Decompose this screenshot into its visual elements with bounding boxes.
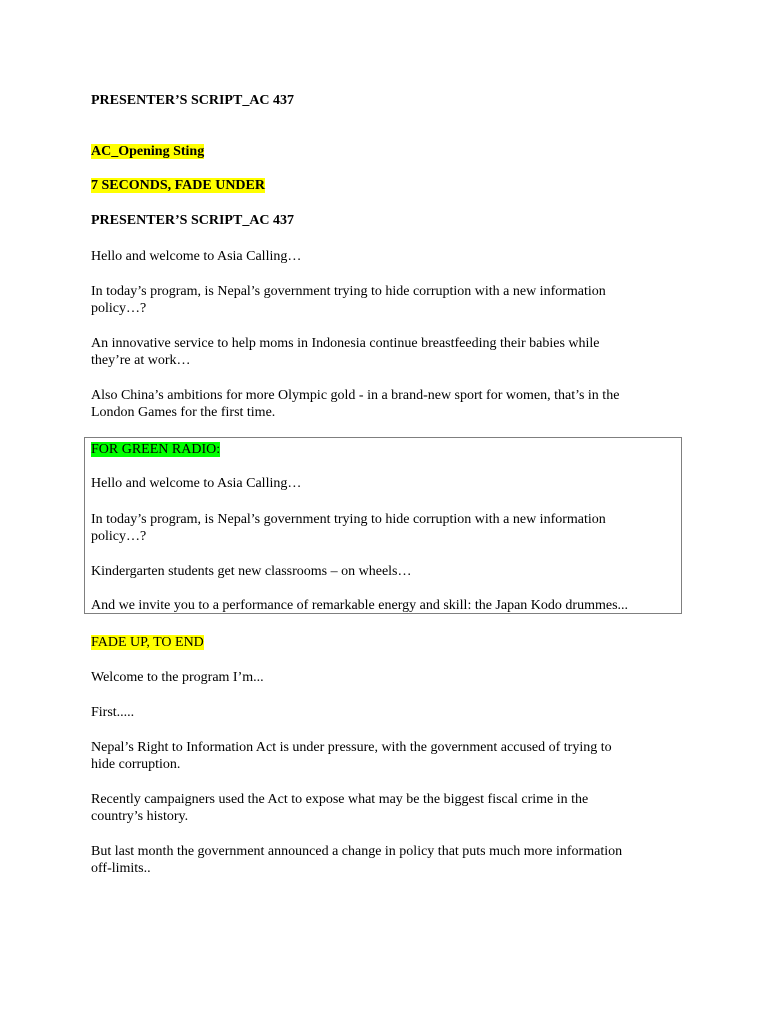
welcome-line: Welcome to the program I’m...: [91, 670, 264, 685]
opening-sting-cue: [91, 143, 204, 160]
intro-hello: Hello and welcome to Asia Calling…: [91, 249, 302, 264]
script-title: PRESENTER’S SCRIPT_AC 437: [91, 93, 295, 108]
policy-line2: off-limits..: [91, 861, 151, 876]
green-radio-heading: [91, 441, 220, 458]
green-radio-highlight: FOR GREEN RADIO:: [91, 442, 221, 457]
green-nepal-line1: In today’s program, is Nepal’s government trying to hide corruption with a new information: [91, 512, 606, 527]
intro-moms-line2: they’re at work…: [91, 353, 191, 368]
campaign-line1: Recently campaigners used the Act to expose what may be the biggest fiscal crime in the: [91, 792, 589, 807]
green-kindergarten: Kindergarten students get new classrooms – on wheels…: [91, 564, 412, 579]
fade-up-cue: [91, 634, 204, 651]
intro-china-line2: London Games for the first time.: [91, 405, 276, 420]
policy-line1: But last month the government announced a change in policy that puts much more information: [91, 844, 623, 859]
intro-moms-line1: An innovative service to help moms in Indonesia continue breastfeeding their babies while: [91, 336, 600, 351]
intro-nepal-line1: In today’s program, is Nepal’s government trying to hide corruption with a new information: [91, 284, 606, 299]
first-line: First.....: [91, 705, 135, 720]
green-nepal-line2: policy…?: [91, 529, 147, 544]
script-title-repeat: PRESENTER’S SCRIPT_AC 437: [91, 213, 295, 228]
fade-under-highlight: 7 SECONDS, FADE UNDER: [91, 178, 265, 193]
campaign-line2: country’s history.: [91, 809, 189, 824]
intro-china-line1: Also China’s ambitions for more Olympic gold - in a brand-new sport for women, that’s in the: [91, 388, 620, 403]
rti-line2: hide corruption.: [91, 757, 181, 772]
green-kodo: And we invite you to a performance of remarkable energy and skill: the Japan Kodo drummes...: [91, 598, 629, 613]
rti-line1: Nepal’s Right to Information Act is under pressure, with the government accused of trying to: [91, 740, 612, 755]
fade-under-cue: [91, 177, 265, 194]
intro-nepal-line2: policy…?: [91, 301, 147, 316]
fade-up-highlight: FADE UP, TO END: [91, 635, 204, 650]
opening-sting-highlight: AC_Opening Sting: [91, 144, 205, 159]
green-hello: Hello and welcome to Asia Calling…: [91, 476, 302, 491]
